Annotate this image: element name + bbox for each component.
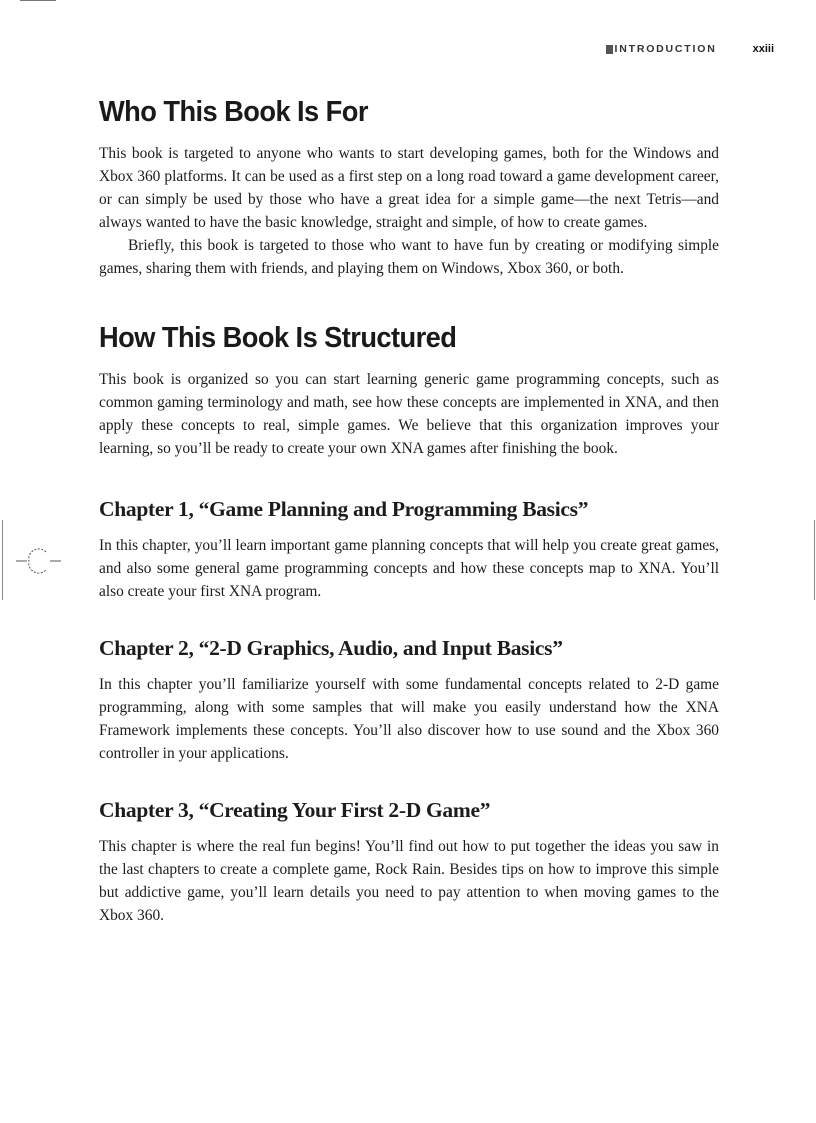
chapter-2-heading: Chapter 2, “2-D Graphics, Audio, and Input Basics” [99,636,563,660]
page-content [99,92,719,927]
page-number: xxiii [752,43,774,55]
chapter-2-description: In this chapter you’ll familiarize yourself with some fundamental concepts related to 2-D game programming, along with some samples that will make you easily understand how the XNA Framework implements these concepts. You’ll also discover how to use sound and the Xbox 360 controller in your applications. [99,676,719,762]
running-head [100,43,774,55]
audience-paragraph-2: Briefly, this book is targeted to those who want to have fun by creating or modifying simple games, sharing them with friends, and playing them on Windows, Xbox 360, or both. [99,237,719,277]
section-heading-structure: How This Book Is Structured [99,322,457,354]
section-heading-audience: Who This Book Is For [99,96,368,128]
chapter-1-heading: Chapter 1, “Game Planning and Programming Basics” [99,497,589,521]
chapter-1-description: In this chapter, you’ll learn important game planning concepts that will help you create great games, and also some general game programming concepts and how these concepts map to XNA. You’ll also create your first XNA program. [99,537,719,600]
audience-paragraph-1: This book is targeted to anyone who wants to start developing games, both for the Windows and Xbox 360 platforms. It can be used as a first step on a long road toward a game development career, or can simply be used by those who have a great idea for a simple game—the next Tetris—and always wanted to have the basic knowledge, straight and simple, of how to create games. [99,145,719,231]
running-head-section: INTRODUCTION [614,43,717,55]
structure-paragraph: This book is organized so you can start learning generic game programming concepts, such as common gaming terminology and math, see how these concepts are implemented in XNA, and then apply these concepts to real, simple games. We believe that this organization improves your learning, so you’ll be ready to create your own XNA games after finishing the book. [99,371,719,457]
crop-line-right [814,520,815,600]
crop-line-left [2,520,3,600]
running-head-marker [606,45,613,54]
registration-mark-icon [16,548,62,574]
crop-mark-top [20,0,56,1]
chapter-3-heading: Chapter 3, “Creating Your First 2-D Game” [99,798,491,822]
chapter-3-description: This chapter is where the real fun begins! You’ll find out how to put together the ideas you saw in the last chapters to create a complete game, Rock Rain. Besides tips on how to improve this simple but addictive game, you’ll learn details you need to pay attention to when moving games to the Xbox 360. [99,838,719,924]
